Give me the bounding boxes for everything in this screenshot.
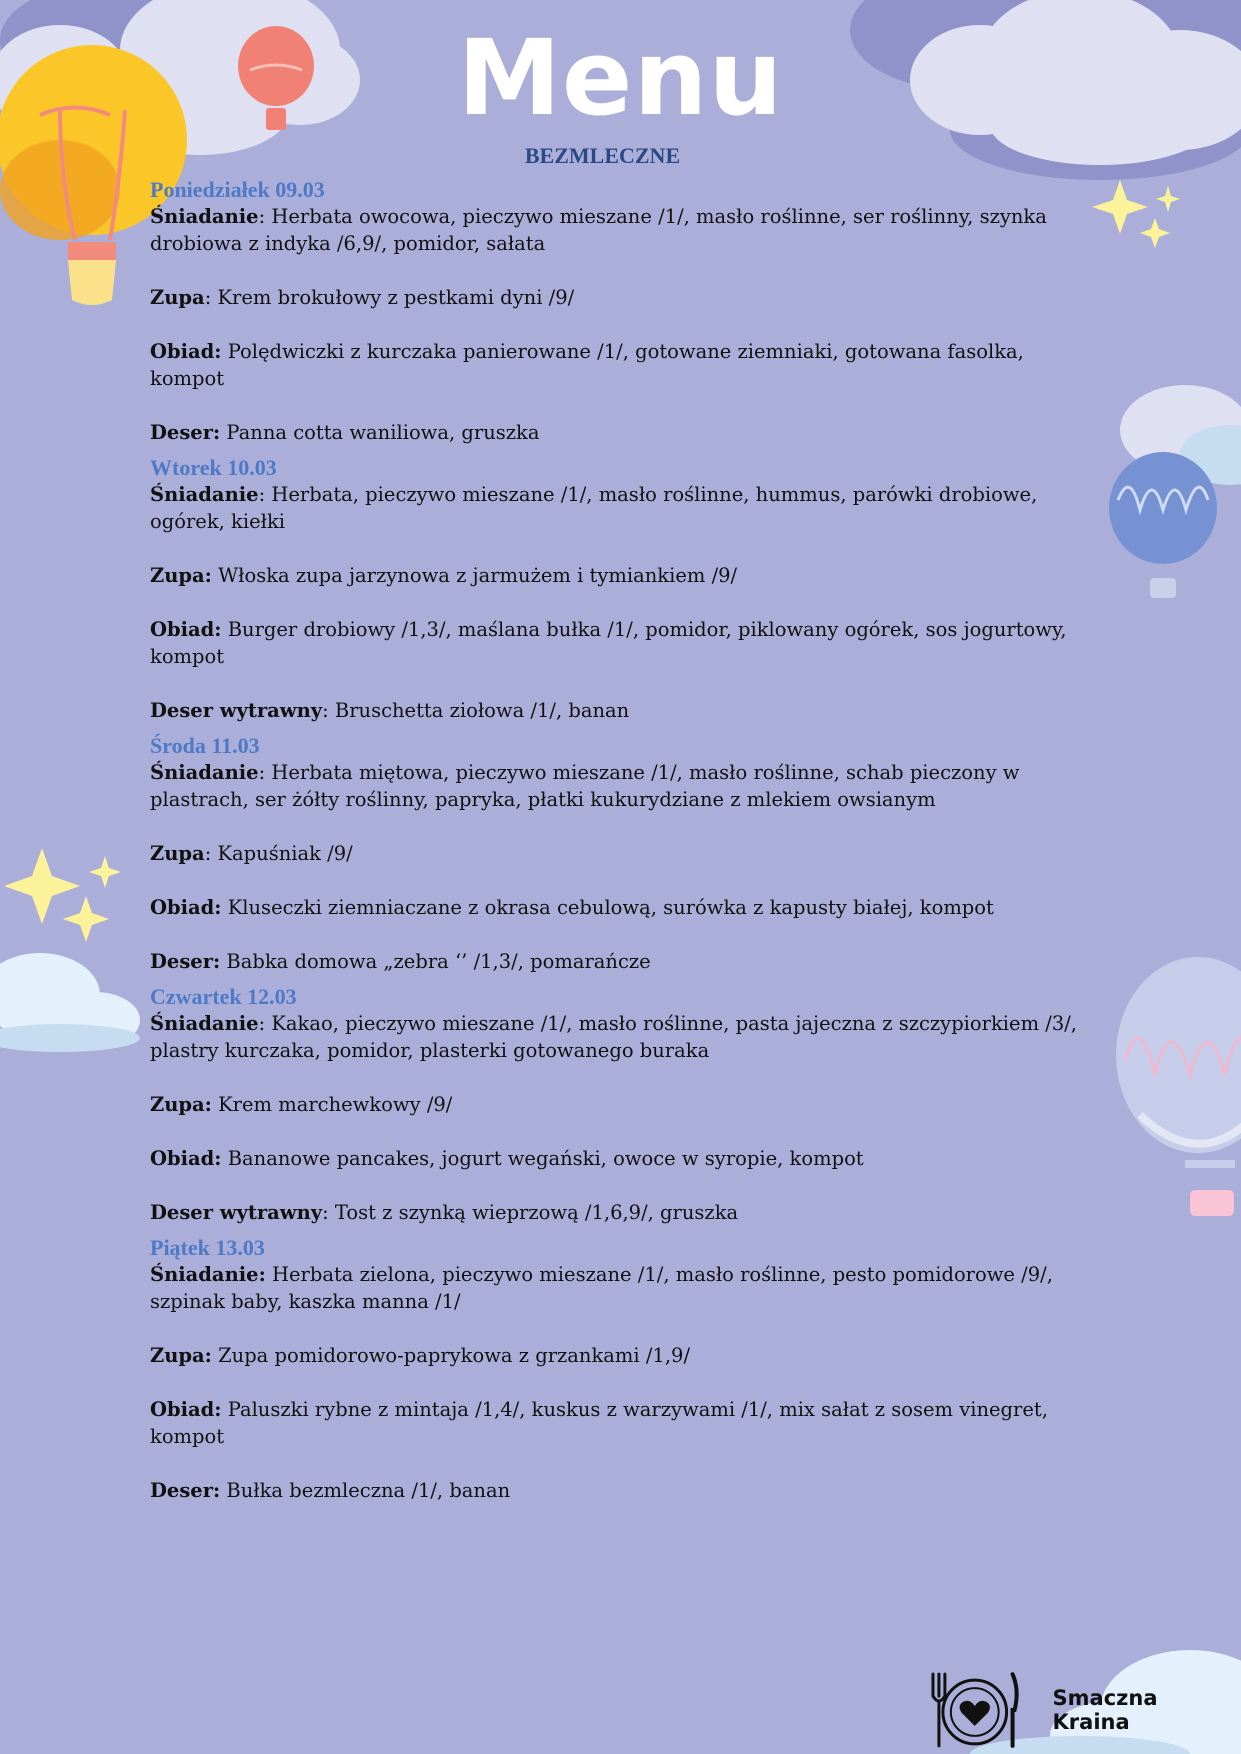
meal-entry [150,338,1090,392]
meal-entry [150,1477,1090,1504]
plate-heart-cutlery-icon [925,1670,1025,1750]
meal-label: Deser: [150,1479,221,1502]
meal-label: Obiad: [150,896,222,919]
meal-label: Obiad: [150,340,222,363]
menu-content [150,176,1090,1512]
meal-entry [150,697,1090,724]
meal-label: Zupa: [150,564,212,587]
meal-text: Bananowe pancakes, jogurt wegański, owoce w syropie, kompot [221,1147,864,1170]
meal-entry [150,562,1090,589]
meal-text: : Kapuśniak /9/ [204,842,353,865]
meal-entry [150,203,1090,257]
meal-label: Obiad: [150,1147,222,1170]
meal-text: Zupa pomidorowo-paprykowa z grzankami /1,9/ [211,1344,691,1367]
meal-label: Deser wytrawny [150,699,323,722]
meal-entry [150,481,1090,535]
day-title: Wtorek 10.03 [150,455,277,480]
meal-entry [150,948,1090,975]
meal-text: Bułka bezmleczna /1/, banan [220,1479,511,1502]
meal-text: : Tost z szynką wieprzową /1,6,9/, gruszka [322,1201,739,1224]
meal-text: : Herbata, pieczywo mieszane /1/, masło roślinne, hummus, parówki drobiowe, ogórek, kiełki [150,483,1038,533]
meal-text: : Herbata owocowa, pieczywo mieszane /1/, masło roślinne, ser roślinny, szynka drobiowa z indyka /6,9/, pomidor, sałata [150,205,1047,255]
meal-text: Panna cotta waniliowa, gruszka [220,421,540,444]
day-title: Poniedziałek 09.03 [150,177,325,202]
day-section [150,1234,1090,1504]
star-icon [4,848,121,942]
meal-label: Obiad: [150,1398,222,1421]
meal-entry [150,1396,1090,1450]
meal-label: Śniadanie [150,483,259,506]
meal-entry [150,284,1090,311]
meal-text: : Krem brokułowy z pestkami dyni /9/ [204,286,575,309]
meal-label: Śniadanie: [150,1263,266,1286]
meal-label: Deser: [150,421,221,444]
meal-text: Polędwiczki z kurczaka panierowane /1/, gotowane ziemniaki, gotowana fasolka, kompot [150,340,1024,390]
meal-text: : Kakao, pieczywo mieszane /1/, masło roślinne, pasta jajeczna z szczypiorkiem /3/, plastry kurczaka, pomidor, plasterki gotowanego buraka [150,1012,1077,1062]
day-section [150,454,1090,724]
meal-entry [150,1145,1090,1172]
meal-label: Deser: [150,950,221,973]
meal-text: Babka domowa „zebra ‘’ /1,3/, pomarańcze [220,950,651,973]
day-section [150,732,1090,975]
meal-text: Włoska zupa jarzynowa z jarmużem i tymiankiem /9/ [211,564,738,587]
meal-text: Kluseczki ziemniaczane z okrasa cebulową, surówka z kapusty białej, kompot [221,896,994,919]
pink-balloon-icon [1116,957,1241,1216]
meal-entry [150,1091,1090,1118]
meal-entry [150,1342,1090,1369]
meal-entry [150,1010,1090,1064]
meal-text: Burger drobiowy /1,3/, maślana bułka /1/, pomidor, piklowany ogórek, sos jogurtowy, kompot [150,618,1067,668]
blue-balloon-icon [1109,385,1241,598]
meal-label: Zupa: [150,1093,212,1116]
meal-label: Śniadanie [150,1012,259,1035]
day-title: Piątek 13.03 [150,1235,265,1260]
meal-label: Śniadanie [150,761,259,784]
meal-label: Obiad: [150,618,222,641]
meal-entry [150,1261,1090,1315]
meal-entry [150,894,1090,921]
day-title: Środa 11.03 [150,733,260,758]
meal-label: Zupa: [150,1344,212,1367]
meal-text: Paluszki rybne z mintaja /1,4/, kuskus z warzywami /1/, mix sałat z sosem vinegret, kompot [150,1398,1048,1448]
meal-label: Zupa [150,286,205,309]
meal-entry [150,840,1090,867]
meal-text: Krem marchewkowy /9/ [211,1093,453,1116]
meal-label: Śniadanie [150,205,259,228]
meal-label: Zupa [150,842,205,865]
menu-subtitle: BEZMLECZNE [524,143,681,168]
page-title: Menu [457,17,784,139]
cloud-icon [0,953,140,1052]
brand-name: Smaczna Kraina [1052,1686,1158,1734]
meal-text: : Herbata miętowa, pieczywo mieszane /1/, masło roślinne, schab pieczony w plastrach, ser żółty roślinny, papryka, płatki kukurydziane z mlekiem owsianym [150,761,1020,811]
day-title: Czwartek 12.03 [150,984,297,1009]
meal-label: Deser wytrawny [150,1201,323,1224]
meal-entry [150,759,1090,813]
brand-footer [925,1670,1241,1750]
meal-entry [150,419,1090,446]
meal-entry [150,616,1090,670]
meal-entry [150,1199,1090,1226]
day-section [150,176,1090,446]
star-icon [1092,180,1180,248]
meal-text: Herbata zielona, pieczywo mieszane /1/, masło roślinne, pesto pomidorowe /9/, szpinak baby, kaszka manna /1/ [150,1263,1053,1313]
meal-text: : Bruschetta ziołowa /1/, banan [322,699,630,722]
day-section [150,983,1090,1226]
